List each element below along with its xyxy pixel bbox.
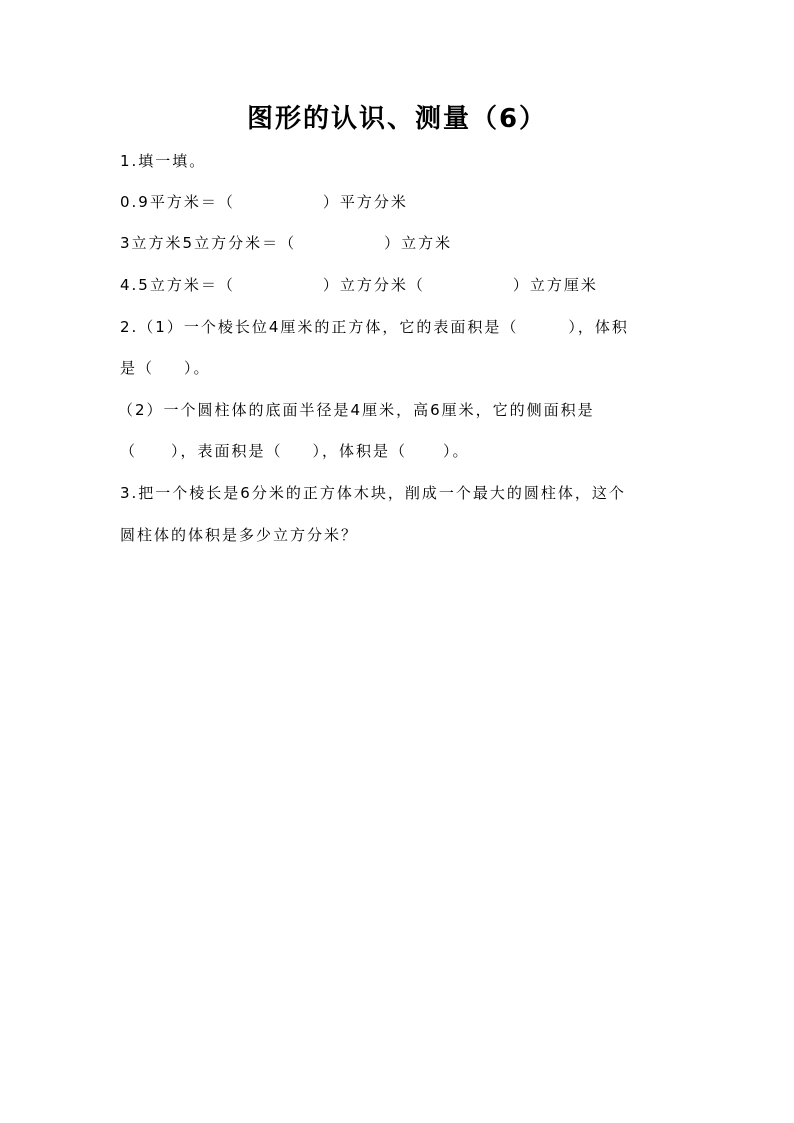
q2-part1-d: ）。 (184, 359, 211, 377)
q1-line-1-left: 0.9平方米＝（ (120, 193, 235, 211)
q2-part2-line-2 (120, 440, 470, 461)
q1-line-3-mid: ）立方分米（ (322, 276, 425, 294)
q1-line-1 (120, 191, 408, 212)
q2-part1-a: 2.（1）一个棱长位4厘米的正方体，它的表面积是（ (120, 318, 519, 336)
q2-part1-line-1 (120, 316, 676, 337)
q1-line-2 (120, 232, 452, 253)
q2-part2-d: ），体积是（ (312, 442, 408, 460)
q1-heading: 1.填一填。 (120, 152, 207, 170)
q2-part2-line-1: （2）一个圆柱体的底面半径是4厘米，高6厘米，它的侧面积是 (118, 401, 595, 419)
q1-line-2-left: 3立方米5立方分米＝（ (120, 234, 297, 252)
q2-part2-b: （ (120, 442, 138, 460)
q1-line-2-right: ）立方米 (384, 234, 453, 252)
q1-line-1-right: ）平方分米 (322, 193, 408, 211)
q1-line-3-left: 4.5立方米＝（ (120, 276, 235, 294)
page-title: 图形的认识、测量（6） (246, 104, 548, 134)
q3-line-2: 圆柱体的体积是多少立方分米？ (120, 526, 359, 544)
q2-part2-e: ）。 (443, 442, 470, 460)
q2-part1-text (120, 316, 629, 337)
q1-line-3-right: ）立方厘米 (512, 276, 598, 294)
q2-part1-b: ），体积 (568, 318, 629, 336)
q2-part2-c: ），表面积是（ (171, 442, 283, 460)
q3-line-1: 3.把一个棱长是6分米的正方体木块，削成一个最大的圆柱体，这个 (120, 484, 626, 502)
q2-part1-c: 是（ (120, 359, 155, 377)
q2-part1-line-2 (120, 357, 211, 378)
q1-line-3 (120, 274, 598, 295)
